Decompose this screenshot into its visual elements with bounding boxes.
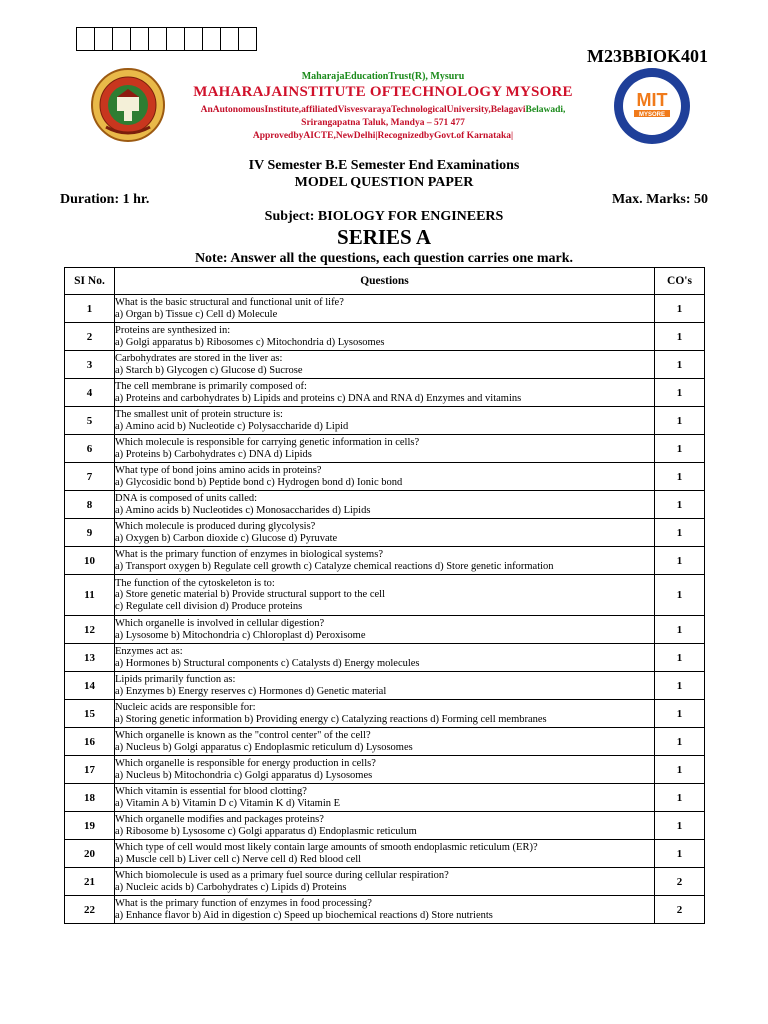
table-row: [65, 463, 705, 491]
question-options: a) Lysosome b) Mitochondria c) Chloroplast d) Peroxisome: [115, 629, 366, 641]
semester-title: IV Semester B.E Semester End Examinations: [248, 158, 520, 173]
question-options: a) Amino acids b) Nucleotides c) Monosaccharides d) Lipids: [115, 504, 371, 516]
question-options: a) Storing genetic information b) Providing energy c) Catalyzing reactions d) Forming cell membranes: [115, 713, 547, 725]
question-text: [115, 868, 655, 896]
table-row: [65, 616, 705, 644]
approval-line: ApprovedbyAICTE,NewDelhi|RecognizedbyGovt.of Karnataka|: [252, 131, 514, 141]
question-stem: Carbohydrates are stored in the liver as:: [115, 353, 283, 364]
table-row: [65, 519, 705, 547]
table-row: [65, 812, 705, 840]
course-outcome: 1: [655, 323, 705, 351]
table-row: [65, 575, 705, 616]
course-outcome: 1: [655, 351, 705, 379]
table-row: [65, 295, 705, 323]
question-stem: Which organelle modifies and packages proteins?: [115, 814, 324, 825]
logo-right-text: MIT: [636, 90, 668, 110]
paper-type: MODEL QUESTION PAPER: [294, 175, 474, 190]
question-text: [115, 756, 655, 784]
course-outcome: 1: [655, 700, 705, 728]
question-stem: Which molecule is responsible for carrying genetic information in cells?: [115, 437, 420, 448]
question-options: a) Enzymes b) Energy reserves c) Hormones d) Genetic material: [115, 685, 387, 697]
table-row: [65, 379, 705, 407]
course-outcome: 1: [655, 435, 705, 463]
question-options: a) Proteins and carbohydrates b) Lipids and proteins c) DNA and RNA d) Enzymes and vitamins: [115, 392, 522, 404]
course-outcome: 1: [655, 840, 705, 868]
question-options: a) Vitamin A b) Vitamin D c) Vitamin K d) Vitamin E: [115, 797, 341, 809]
question-text: [115, 379, 655, 407]
question-options: a) Organ b) Tissue c) Cell d) Molecule: [115, 308, 278, 320]
course-outcome: 1: [655, 379, 705, 407]
course-outcome: 1: [655, 407, 705, 435]
question-stem: Which molecule is produced during glycolysis?: [115, 521, 316, 532]
course-outcome: 1: [655, 575, 705, 616]
question-stem: Nucleic acids are responsible for:: [115, 702, 256, 713]
question-stem: The function of the cytoskeleton is to:: [115, 577, 275, 589]
question-stem: What is the basic structural and functional unit of life?: [115, 297, 344, 308]
question-number: 15: [65, 700, 115, 728]
question-options: a) Glycosidic bond b) Peptide bond c) Hydrogen bond d) Ionic bond: [115, 476, 403, 488]
question-number: 14: [65, 672, 115, 700]
duration: Duration: 1 hr.: [60, 192, 150, 207]
question-text: [115, 435, 655, 463]
question-options: c) Regulate cell division d) Produce proteins: [115, 600, 303, 612]
usn-box: [149, 28, 167, 50]
question-stem: Which organelle is involved in cellular digestion?: [115, 618, 325, 629]
question-text: [115, 519, 655, 547]
question-text: [115, 463, 655, 491]
institute-name: MAHARAJAINSTITUTE OFTECHNOLOGY MYSORE: [193, 84, 573, 100]
table-row: [65, 491, 705, 519]
course-outcome: 1: [655, 644, 705, 672]
question-options: a) Golgi apparatus b) Ribosomes c) Mitochondria d) Lysosomes: [115, 336, 385, 348]
usn-box: [239, 28, 256, 50]
question-text: [115, 616, 655, 644]
question-number: 11: [65, 575, 115, 616]
usn-boxes: [76, 27, 257, 51]
trust-name: MaharajaEducationTrust(R), Mysuru: [301, 71, 465, 82]
question-number: 16: [65, 728, 115, 756]
question-number: 19: [65, 812, 115, 840]
question-stem: Which organelle is known as the "control center" of the cell?: [115, 730, 371, 741]
usn-box: [113, 28, 131, 50]
questions-body: [65, 295, 705, 924]
question-text: [115, 728, 655, 756]
question-options: a) Enhance flavor b) Aid in digestion c) Speed up biochemical reactions d) Store nutrients: [115, 909, 493, 921]
question-options: a) Oxygen b) Carbon dioxide c) Glucose d) Pyruvate: [115, 532, 338, 544]
question-number: 8: [65, 491, 115, 519]
table-row: [65, 840, 705, 868]
question-number: 4: [65, 379, 115, 407]
table-row: [65, 644, 705, 672]
course-outcome: 1: [655, 728, 705, 756]
question-text: [115, 323, 655, 351]
table-row: [65, 700, 705, 728]
usn-box: [77, 28, 95, 50]
question-stem: What is the primary function of enzymes in food processing?: [115, 898, 372, 909]
table-row: [65, 435, 705, 463]
question-number: 22: [65, 896, 115, 924]
question-options: a) Nucleic acids b) Carbohydrates c) Lipids d) Proteins: [115, 881, 347, 893]
usn-box: [131, 28, 149, 50]
question-options: a) Nucleus b) Golgi apparatus c) Endoplasmic reticulum d) Lysosomes: [115, 741, 413, 753]
question-number: 2: [65, 323, 115, 351]
question-text: [115, 407, 655, 435]
question-number: 18: [65, 784, 115, 812]
table-row: [65, 407, 705, 435]
question-options: a) Store genetic material b) Provide structural support to the cell: [115, 589, 385, 601]
question-number: 9: [65, 519, 115, 547]
course-outcome: 1: [655, 519, 705, 547]
subject-title: Subject: BIOLOGY FOR ENGINEERS: [264, 209, 504, 224]
question-number: 5: [65, 407, 115, 435]
question-text: [115, 644, 655, 672]
question-options: a) Nucleus b) Mitochondria c) Golgi apparatus d) Lysosomes: [115, 769, 373, 781]
question-stem: Which organelle is responsible for energy production in cells?: [115, 758, 376, 769]
question-text: [115, 351, 655, 379]
question-text: [115, 547, 655, 575]
question-text: [115, 700, 655, 728]
usn-box: [167, 28, 185, 50]
question-number: 13: [65, 644, 115, 672]
question-number: 10: [65, 547, 115, 575]
affiliation-line-2: Srirangapatna Taluk, Mandya – 571 477: [301, 118, 465, 128]
table-row: [65, 784, 705, 812]
course-outcome: 1: [655, 463, 705, 491]
logo-right-sub: MYSORE: [638, 112, 666, 118]
question-stem: Enzymes act as:: [115, 646, 183, 657]
usn-box: [203, 28, 221, 50]
course-outcome: 2: [655, 868, 705, 896]
question-text: [115, 672, 655, 700]
question-stem: Proteins are synthesized in:: [115, 325, 231, 336]
question-number: 6: [65, 435, 115, 463]
question-number: 12: [65, 616, 115, 644]
question-options: a) Transport oxygen b) Regulate cell growth c) Catalyze chemical reactions d) Store genetic information: [115, 560, 554, 572]
table-row: [65, 868, 705, 896]
exam-note: Note: Answer all the questions, each question carries one mark.: [194, 251, 574, 266]
question-text: [115, 575, 655, 616]
course-outcome: 1: [655, 547, 705, 575]
question-number: 21: [65, 868, 115, 896]
question-stem: The cell membrane is primarily composed of:: [115, 381, 307, 392]
question-number: 7: [65, 463, 115, 491]
course-outcome: 1: [655, 491, 705, 519]
question-text: [115, 784, 655, 812]
affiliation-place: Belawadi,: [525, 105, 566, 115]
header-co: CO's: [655, 268, 705, 295]
max-marks: Max. Marks: 50: [611, 192, 708, 207]
usn-box: [221, 28, 239, 50]
table-row: [65, 728, 705, 756]
question-text: [115, 491, 655, 519]
usn-box: [185, 28, 203, 50]
question-stem: Which biomolecule is used as a primary fuel source during cellular respiration?: [115, 870, 449, 881]
table-row: [65, 896, 705, 924]
question-number: 20: [65, 840, 115, 868]
paper-code: M23BBIOK401: [586, 46, 708, 66]
series-title: SERIES A: [337, 225, 431, 249]
question-stem: What type of bond joins amino acids in proteins?: [115, 465, 322, 476]
header-questions: Questions: [115, 268, 655, 295]
question-stem: Lipids primarily function as:: [115, 674, 236, 685]
course-outcome: 1: [655, 295, 705, 323]
question-text: [115, 295, 655, 323]
question-number: 17: [65, 756, 115, 784]
question-options: a) Hormones b) Structural components c) Catalysts d) Energy molecules: [115, 657, 420, 669]
question-stem: What is the primary function of enzymes in biological systems?: [115, 549, 383, 560]
question-number: 3: [65, 351, 115, 379]
table-row: [65, 323, 705, 351]
course-outcome: 1: [655, 812, 705, 840]
course-outcome: 1: [655, 756, 705, 784]
question-stem: The smallest unit of protein structure is:: [115, 409, 283, 420]
question-stem: DNA is composed of units called:: [115, 493, 258, 504]
table-row: [65, 756, 705, 784]
affiliation-line-1: AnAutonomousInstitute,affiliatedVisvesvarayaTechnologicalUniversity,Belagavi: [200, 105, 526, 115]
question-number: 1: [65, 295, 115, 323]
question-text: [115, 896, 655, 924]
course-outcome: 1: [655, 784, 705, 812]
questions-table: [64, 267, 705, 924]
header-sl: SI No.: [65, 268, 115, 295]
course-outcome: 2: [655, 896, 705, 924]
usn-box: [95, 28, 113, 50]
table-row: [65, 672, 705, 700]
table-row: [65, 547, 705, 575]
affiliation: [150, 104, 616, 130]
question-text: [115, 840, 655, 868]
course-outcome: 1: [655, 616, 705, 644]
course-outcome: 1: [655, 672, 705, 700]
table-row: [65, 351, 705, 379]
question-stem: Which vitamin is essential for blood clotting?: [115, 786, 307, 797]
question-options: a) Ribosome b) Lysosome c) Golgi apparatus d) Endoplasmic reticulum: [115, 825, 417, 837]
question-options: a) Muscle cell b) Liver cell c) Nerve cell d) Red blood cell: [115, 853, 362, 865]
table-header-row: [65, 268, 705, 295]
question-options: a) Proteins b) Carbohydrates c) DNA d) Lipids: [115, 448, 312, 460]
mit-logo-icon: [612, 66, 692, 146]
question-text: [115, 812, 655, 840]
question-options: a) Starch b) Glycogen c) Glucose d) Sucrose: [115, 364, 303, 376]
question-stem: Which type of cell would most likely contain large amounts of smooth endoplasmic reticulum (ER)?: [115, 842, 538, 853]
question-options: a) Amino acid b) Nucleotide c) Polysaccharide d) Lipid: [115, 420, 349, 432]
